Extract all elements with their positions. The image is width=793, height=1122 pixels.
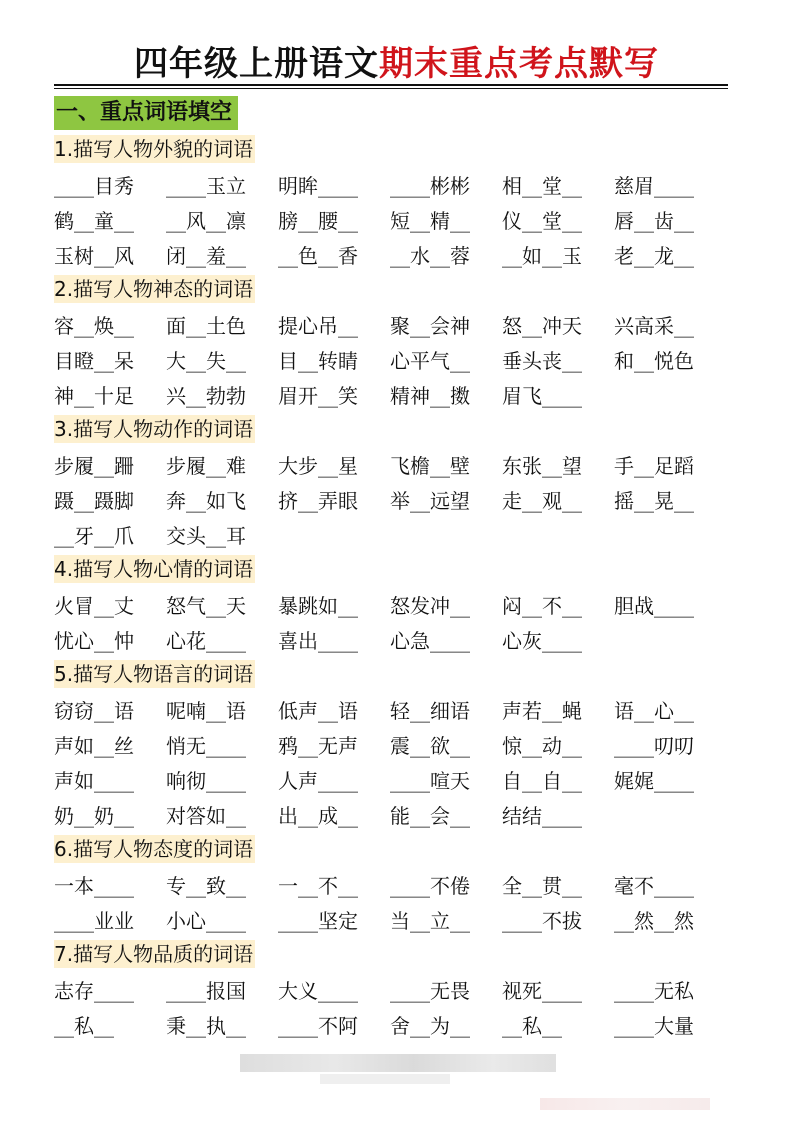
fill-in-term: 闷__不__ (502, 594, 582, 618)
fill-in-term: 心灰____ (502, 629, 582, 653)
subsection-heading (54, 412, 734, 446)
exercise-content (54, 132, 734, 1038)
term-row (54, 762, 734, 797)
term-row (54, 797, 734, 832)
fill-in-term: 出__成__ (278, 804, 358, 828)
fill-in-term: 步履__跚 (54, 454, 134, 478)
fill-in-term: 提心吊__ (278, 314, 358, 338)
fill-in-term: 专__致__ (166, 874, 246, 898)
fill-in-term: 东张__望 (502, 454, 582, 478)
subsection-heading (54, 132, 734, 166)
fill-in-term: 秉__执__ (166, 1014, 246, 1038)
fill-in-term: __然__然 (614, 909, 694, 933)
term-row (54, 202, 734, 237)
subsection-heading (54, 552, 734, 586)
fill-in-term: 轻__细语 (390, 699, 470, 723)
blurred-footer-subtext (320, 1074, 450, 1084)
fill-in-term: 走__观__ (502, 489, 582, 513)
fill-in-term: 眉开__笑 (278, 384, 358, 408)
fill-in-term: 悄无____ (166, 734, 246, 758)
fill-in-term: ____目秀 (54, 174, 134, 198)
term-row (54, 342, 734, 377)
fill-in-term: 毫不____ (614, 874, 694, 898)
fill-in-term: 目__转睛 (278, 349, 358, 373)
subsection-heading (54, 657, 734, 691)
fill-in-term: 胆战____ (614, 594, 694, 618)
fill-in-term: 神__十足 (54, 384, 134, 408)
fill-in-term: 当__立__ (390, 909, 470, 933)
fill-in-term: 交头__耳 (166, 524, 246, 548)
fill-in-term: 精神__擞 (390, 384, 470, 408)
fill-in-term: __色__香 (278, 244, 358, 268)
title-rule-thin (54, 88, 728, 89)
fill-in-term: ____大量 (614, 1014, 694, 1038)
fill-in-term: ____无畏 (390, 979, 470, 1003)
fill-in-term: ____报国 (166, 979, 246, 1003)
fill-in-term: 忧心__忡 (54, 629, 134, 653)
fill-in-term: 火冒__丈 (54, 594, 134, 618)
fill-in-term: 大义____ (278, 979, 358, 1003)
term-row (54, 1007, 734, 1042)
fill-in-term: 大步__星 (278, 454, 358, 478)
fill-in-term: 相__堂__ (502, 174, 582, 198)
fill-in-term: ____不阿 (278, 1014, 358, 1038)
fill-in-term: 慈眉____ (614, 174, 694, 198)
term-row (54, 902, 734, 937)
subsection-heading (54, 272, 734, 306)
term-row (54, 587, 734, 622)
fill-in-term: 声如____ (54, 769, 134, 793)
term-row (54, 237, 734, 272)
fill-in-term: 大__失__ (166, 349, 246, 373)
fill-in-term: 闭__羞__ (166, 244, 246, 268)
fill-in-term: ____业业 (54, 909, 134, 933)
fill-in-term: 呢喃__语 (166, 699, 246, 723)
fill-in-term: 容__焕__ (54, 314, 134, 338)
fill-in-term: 响彻____ (166, 769, 246, 793)
term-row (54, 482, 734, 517)
fill-in-term: __如__玉 (502, 244, 582, 268)
fill-in-term: 步履__难 (166, 454, 246, 478)
fill-in-term: 鸦__无声 (278, 734, 358, 758)
term-row (54, 622, 734, 657)
subsection-heading-text: 3.描写人物动作的词语 (54, 417, 254, 441)
fill-in-term: 惊__动__ (502, 734, 582, 758)
fill-in-term: 窃窃__语 (54, 699, 134, 723)
faint-watermark (540, 1098, 710, 1110)
fill-in-term: ____玉立 (166, 174, 246, 198)
fill-in-term: ____不倦 (390, 874, 470, 898)
fill-in-term: 人声____ (278, 769, 358, 793)
fill-in-term: ____无私 (614, 979, 694, 1003)
fill-in-term: 短__精__ (390, 209, 470, 233)
fill-in-term: 兴__勃勃 (166, 384, 246, 408)
fill-in-term: 语__心__ (614, 699, 694, 723)
fill-in-term: 聚__会神 (390, 314, 470, 338)
term-row (54, 692, 734, 727)
fill-in-term: 一本____ (54, 874, 134, 898)
fill-in-term: 面__土色 (166, 314, 246, 338)
subsection-heading-text: 4.描写人物心情的词语 (54, 557, 254, 581)
fill-in-term: ____坚定 (278, 909, 358, 933)
fill-in-term: ____彬彬 (390, 174, 470, 198)
title-part-2: 期末重点考点默写 (379, 44, 659, 84)
fill-in-term: 蹑__蹑脚 (54, 489, 134, 513)
fill-in-term: 暴跳如__ (278, 594, 358, 618)
fill-in-term: 兴高采__ (614, 314, 694, 338)
fill-in-term: __私__ (502, 1014, 562, 1038)
fill-in-term: __私__ (54, 1014, 114, 1038)
page-title (0, 40, 793, 88)
fill-in-term: __风__凛 (166, 209, 246, 233)
fill-in-term: 膀__腰__ (278, 209, 358, 233)
term-row (54, 727, 734, 762)
fill-in-term: 奔__如飞 (166, 489, 246, 513)
fill-in-term: 喜出____ (278, 629, 358, 653)
fill-in-term: 一__不__ (278, 874, 358, 898)
fill-in-term: 心平气__ (390, 349, 470, 373)
fill-in-term: 垂头丧__ (502, 349, 582, 373)
fill-in-term: 玉树__风 (54, 244, 134, 268)
title-part-1: 四年级上册语文 (134, 44, 379, 84)
fill-in-term: 震__欲__ (390, 734, 470, 758)
section-heading: 一、重点词语填空 (54, 96, 238, 130)
fill-in-term: 仪__堂__ (502, 209, 582, 233)
fill-in-term: 全__贯__ (502, 874, 582, 898)
fill-in-term: 鹤__童__ (54, 209, 134, 233)
fill-in-term: 结结____ (502, 804, 582, 828)
fill-in-term: 声如__丝 (54, 734, 134, 758)
fill-in-term: 娓娓____ (614, 769, 694, 793)
term-row (54, 972, 734, 1007)
fill-in-term: 飞檐__壁 (390, 454, 470, 478)
fill-in-term: 声若__蝇 (502, 699, 582, 723)
fill-in-term: __水__蓉 (390, 244, 470, 268)
fill-in-term: 奶__奶__ (54, 804, 134, 828)
term-row (54, 517, 734, 552)
fill-in-term: 怒__冲天 (502, 314, 582, 338)
subsection-heading-text: 5.描写人物语言的词语 (54, 662, 254, 686)
subsection-heading-text: 1.描写人物外貌的词语 (54, 137, 254, 161)
fill-in-term: ____不拔 (502, 909, 582, 933)
fill-in-term: 唇__齿__ (614, 209, 694, 233)
fill-in-term: 举__远望 (390, 489, 470, 513)
fill-in-term: 志存____ (54, 979, 134, 1003)
fill-in-term: 怒发冲__ (390, 594, 470, 618)
fill-in-term: 挤__弄眼 (278, 489, 358, 513)
fill-in-term: 眉飞____ (502, 384, 582, 408)
fill-in-term: ____叨叨 (614, 734, 694, 758)
fill-in-term: 老__龙__ (614, 244, 694, 268)
subsection-heading-text: 7.描写人物品质的词语 (54, 942, 254, 966)
fill-in-term: 心花____ (166, 629, 246, 653)
fill-in-term: 低声__语 (278, 699, 358, 723)
fill-in-term: 手__足蹈 (614, 454, 694, 478)
fill-in-term: 明眸____ (278, 174, 358, 198)
subsection-heading (54, 832, 734, 866)
fill-in-term: 怒气__天 (166, 594, 246, 618)
subsection-heading-text: 6.描写人物态度的词语 (54, 837, 254, 861)
subsection-heading (54, 937, 734, 971)
term-row (54, 377, 734, 412)
fill-in-term: 和__悦色 (614, 349, 694, 373)
fill-in-term: 目瞪__呆 (54, 349, 134, 373)
fill-in-term: ____喧天 (390, 769, 470, 793)
term-row (54, 867, 734, 902)
fill-in-term: __牙__爪 (54, 524, 134, 548)
fill-in-term: 自__自__ (502, 769, 582, 793)
term-row (54, 167, 734, 202)
title-rule-thick (54, 84, 728, 86)
fill-in-term: 心急____ (390, 629, 470, 653)
term-row (54, 307, 734, 342)
fill-in-term: 对答如__ (166, 804, 246, 828)
subsection-heading-text: 2.描写人物神态的词语 (54, 277, 254, 301)
term-row (54, 447, 734, 482)
fill-in-term: 舍__为__ (390, 1014, 470, 1038)
fill-in-term: 视死____ (502, 979, 582, 1003)
blurred-footer-text (240, 1054, 556, 1072)
fill-in-term: 能__会__ (390, 804, 470, 828)
fill-in-term: 摇__晃__ (614, 489, 694, 513)
fill-in-term: 小心____ (166, 909, 246, 933)
